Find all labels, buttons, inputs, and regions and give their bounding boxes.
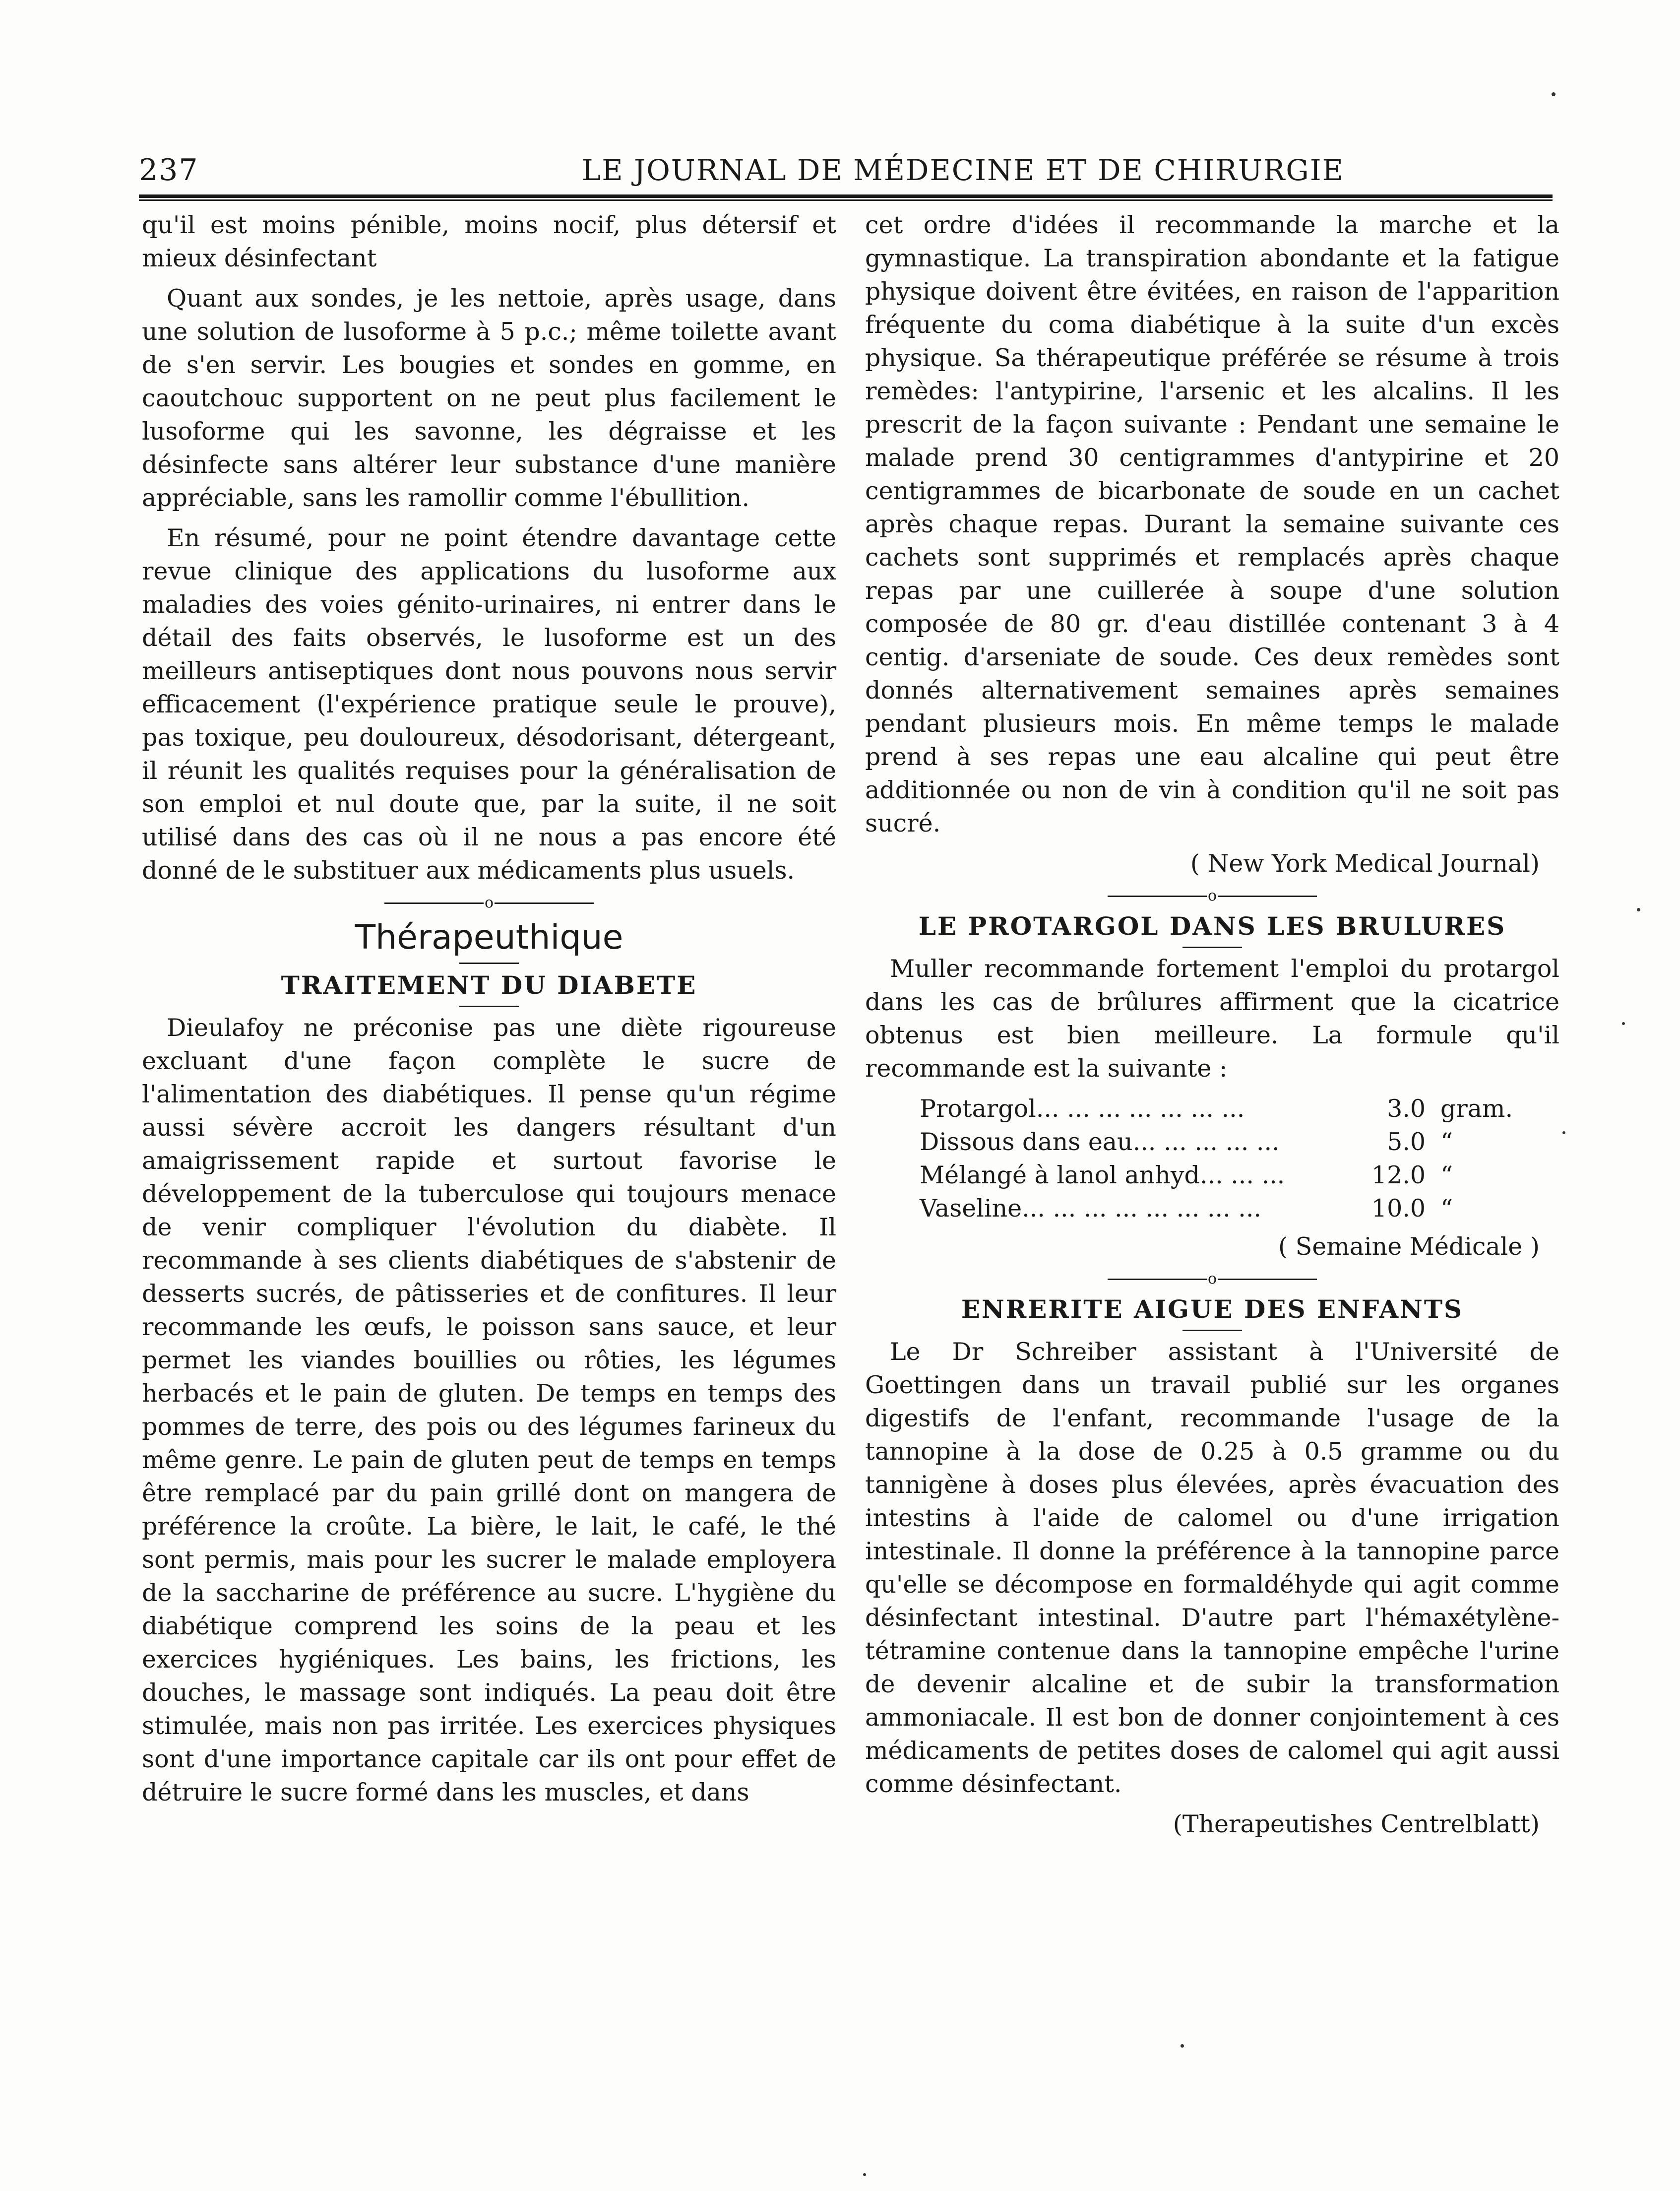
formula-label: Mélangé à lanol anhyd... ... ... bbox=[920, 1161, 1285, 1189]
section-title: Thérapeuthique bbox=[355, 918, 623, 957]
scan-speck bbox=[863, 2173, 866, 2176]
formula-row bbox=[920, 1159, 1559, 1192]
divider bbox=[1182, 1330, 1242, 1331]
right-column bbox=[865, 208, 1559, 1848]
divider bbox=[1182, 947, 1242, 948]
separator-mark: o bbox=[1207, 1270, 1217, 1288]
paragraph: Dieulafoy ne préconise pas une diète rigoureuse excluant d'une façon complète le sucre de l'alimentation des diabétiques. Il pense qu'un régime aussi sévère accroit les dangers résultant d'un amaigrissement rapide et surtout favorise le développement de la tuberculose qui toujours menace de venir compliquer l'évolution du diabète. Il recommande à ses clients diabétiques de s'abstenir de desserts sucrés, de pâtisseries et de confitures. Il leur recommande les œufs, le poisson sans sauce, et leur permet les viandes bouillies ou rôties, les légumes herbacés et le pain de gluten. De temps en temps des pommes de terre, des pois ou des légumes farineux du même genre. Le pain de gluten peut de temps en temps être remplacé par du pain grillé dont on mangera de préférence la croûte. La bière, le lait, le café, le thé sont permis, mais pour les sucrer le malade employera de la saccharine de préférence au sucre. L'hygiène du diabétique comprend les soins de la peau et les exercices hygiéniques. Les bains, les frictions, les douches, le massage sont indiqués. La peau doit être stimulée, mais non pas irritée. Les exercices physiques sont d'une importance capitale car ils ont pour effet de détruire le sucre formé dans les muscles, et dans bbox=[142, 1014, 836, 1806]
header-rule-bottom bbox=[139, 199, 1553, 201]
paragraph: Quant aux sondes, je les nettoie, après usage, dans une solution de lusoforme à 5 p.c.; même toilette avant de s'en servir. Les bougies et sondes en gomme, en caoutchouc supportent on ne peut plus facilement le lusoforme qui les savonne, les dégraisse et les désinfecte sans altérer leur substance d'une manière appréciable, sans les ramollir comme l'ébullition. bbox=[142, 284, 836, 512]
header-rule-top bbox=[139, 194, 1553, 198]
divider bbox=[459, 1006, 519, 1007]
article-title: LE PROTARGOL DANS LES BRULURES bbox=[918, 911, 1506, 941]
paragraph: cet ordre d'idées il recommande la marche et la gymnastique. La transpiration abondante et la fatigue physique doivent être évitées, en raison de l'apparition fréquente du coma diabétique à la suite d'un excès physique. Sa thérapeutique préférée se résume à trois remèdes: l'antypirine, l'arsenic et les alcalins. Il les prescrit de la façon suivante : Pendant une semaine le malade prend 30 centigrammes d'antypirine et 20 centigrammes de bicarbonate de soude en un cachet après chaque repas. Durant la semaine suivante ces cachets sont supprimés et remplacés après chaque repas par une cuillerée à soupe d'une solution composée de 80 gr. d'eau distillée contenant 3 à 4 centig. d'arseniate de soude. Ces deux remèdes sont donnés alternativement semaines après semaines pendant plusieurs mois. En même temps le malade prend à ses repas une eau alcaline qui peut être additionnée ou non de vin à condition qu'il ne soit pas sucré. bbox=[865, 211, 1559, 838]
formula-label: Protargol... ... ... ... ... ... ... bbox=[920, 1095, 1245, 1123]
formula-label: Dissous dans eau... ... ... ... ... bbox=[920, 1128, 1280, 1156]
separator-mark: o bbox=[484, 894, 494, 911]
source-citation: ( New York Medical Journal) bbox=[1190, 849, 1540, 878]
paragraph: Le Dr Schreiber assistant à l'Université de Goettingen dans un travail publié sur les organes digestifs de l'enfant, recommande l'usage de la tannopine à la dose de 0.25 à 0.5 gramme ou du tannigène à doses plus élevées, après évacuation des intestins à l'aide de calomel ou d'une irrigation intestinale. Il donne la préférence à la tannopine parce qu'elle se décompose en formaldéhyde qui agit comme désinfectant intestinal. D'autre part l'hémaxétylène-tétramine contenue dans la tannopine empêche l'urine de devenir alcaline et de subir la transformation ammoniacale. Il est bon de donner conjointement à ces médicaments de petites doses de calomel qui agit aussi comme désinfectant. bbox=[865, 1338, 1559, 1798]
separator-mark: o bbox=[1207, 887, 1217, 904]
formula-value: 3.0 bbox=[1387, 1095, 1426, 1123]
formula-value: 10.0 bbox=[1371, 1194, 1426, 1223]
scan-speck bbox=[1622, 1022, 1625, 1025]
page-number: 237 bbox=[139, 153, 199, 188]
left-column bbox=[142, 208, 836, 1816]
article-title: ENRERITE AIGUE DES ENFANTS bbox=[961, 1294, 1464, 1324]
source-citation: (Therapeutishes Centrelblatt) bbox=[1173, 1810, 1540, 1838]
formula-label: Vaseline... ... ... ... ... ... ... ... bbox=[920, 1194, 1261, 1223]
formula-row bbox=[920, 1092, 1559, 1125]
source-citation: ( Semaine Médicale ) bbox=[1278, 1232, 1540, 1261]
scan-speck bbox=[1637, 908, 1640, 911]
formula-value: 5.0 bbox=[1387, 1128, 1426, 1156]
formula-unit: gram. bbox=[1440, 1095, 1513, 1123]
scan-speck bbox=[1181, 2044, 1184, 2048]
divider bbox=[459, 963, 519, 964]
scan-speck bbox=[1562, 1131, 1565, 1134]
article-title: TRAITEMENT DU DIABETE bbox=[281, 970, 697, 1000]
formula-row bbox=[920, 1192, 1559, 1225]
paragraph: qu'il est moins pénible, moins nocif, plus détersif et mieux désinfectant bbox=[142, 211, 836, 272]
formula-unit: “ bbox=[1440, 1161, 1453, 1189]
separator bbox=[142, 894, 836, 912]
page-header bbox=[139, 148, 1553, 193]
formula-value: 12.0 bbox=[1371, 1161, 1426, 1189]
paragraph: En résumé, pour ne point étendre davantage cette revue clinique des applications du lusoforme aux maladies des voies génito-urinaires, ni entrer dans le détail des faits observés, le lusoforme est un des meilleurs antiseptiques dont nous pouvons nous servir efficacement (l'expérience pratique seule le prouve), pas toxique, peu douloureux, désodorisant, détergeant, il réunit les qualités requises pour la généralisation de son emploi et nul doute que, par la suite, il ne soit utilisé dans des cas où il ne nous a pas encore été donné de le substituer aux médicaments plus usuels. bbox=[142, 524, 836, 885]
formula-row bbox=[920, 1125, 1559, 1159]
journal-title: LE JOURNAL DE MÉDECINE ET DE CHIRURGIE bbox=[581, 153, 1344, 187]
formula-unit: “ bbox=[1440, 1194, 1453, 1223]
paragraph: Muller recommande fortement l'emploi du protargol dans les cas de brûlures affirment que la cicatrice obtenus est bien meilleure. La formule qu'il recommande est la suivante : bbox=[865, 955, 1559, 1083]
formula-table bbox=[920, 1092, 1559, 1225]
scan-speck bbox=[1552, 92, 1556, 96]
separator bbox=[865, 1270, 1559, 1288]
formula-unit: “ bbox=[1440, 1128, 1453, 1156]
separator bbox=[865, 887, 1559, 905]
